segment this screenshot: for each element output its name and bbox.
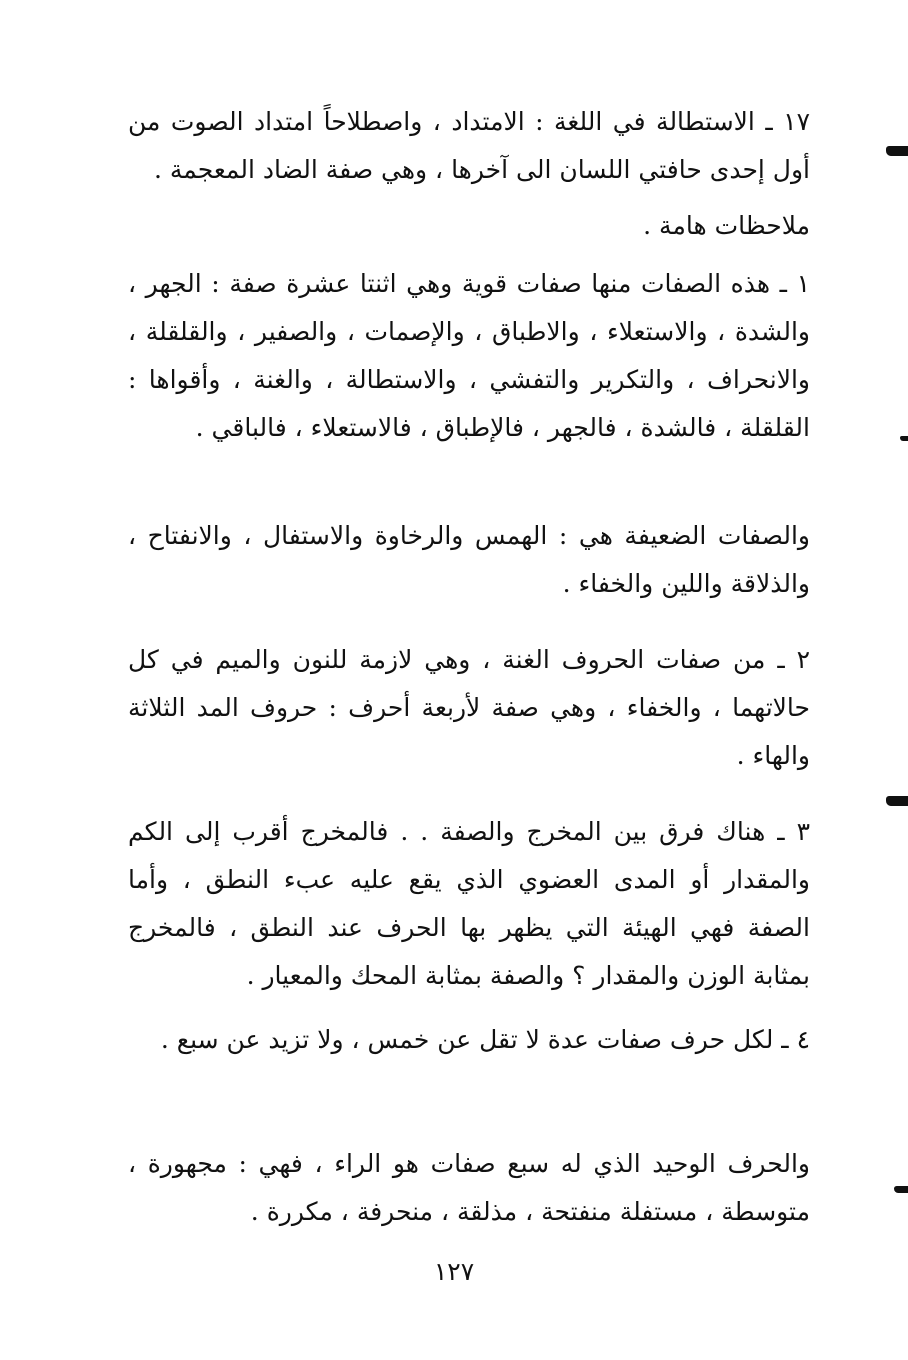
note-1-strong-attributes: ١ ـ هذه الصفات منها صفات قوية وهي اثنتا عشرة صفة : الجهر ، والشدة ، والاستعلاء ، والاطباق ، والإصمات ، والصفير ، والقلقلة ، والانحراف ، والتكرير والتفشي ، والاستطالة ، والغنة ، وأقواها : القلقلة ، فالشدة ، فالجهر ، فالإطباق ، فالاستعلاء ، فالباقي .	[128, 269, 810, 442]
notes-heading: ملاحظات هامة .	[643, 211, 810, 240]
note-2-ghunna: ٢ ـ من صفات الحروف الغنة ، وهي لازمة للنون والميم في كل حالاتهما ، والخفاء ، وهي صفة لأربعة أحرف : حروف المد الثلاثة والهاء .	[128, 645, 810, 770]
note-1-weak-attributes: والصفات الضعيفة هي : الهمس والرخاوة والاستفال ، والانفتاح ، والذلاقة واللين والخفاء .	[128, 521, 810, 598]
margin-binding-mark	[900, 436, 908, 441]
note-4-raa: والحرف الوحيد الذي له سبع صفات هو الراء ، فهي : مجهورة ، متوسطة ، مستفلة منفتحة ، مذلقة ، منحرفة ، مكررة .	[128, 1149, 810, 1226]
margin-binding-mark	[886, 146, 908, 156]
paragraph-17-istitala: ١٧ ـ الاستطالة في اللغة : الامتداد ، واصطلاحاً امتداد الصوت من أول إحدى حافتي اللسان الى آخرها ، وهي صفة الضاد المعجمة .	[128, 107, 810, 184]
margin-binding-mark	[894, 1186, 908, 1193]
note-4-count: ٤ ـ لكل حرف صفات عدة لا تقل عن خمس ، ولا تزيد عن سبع .	[160, 1025, 810, 1054]
note-3-makhraj-vs-sifa: ٣ ـ هناك فرق بين المخرج والصفة . . فالمخرج أقرب إلى الكم والمقدار أو المدى العضوي الذي يقع عليه عبء النطق ، وأما الصفة فهي الهيئة التي يظهر بها الحرف عند النطق ، فالمخرج بمثابة الوزن والمقدار ؟ والصفة بمثابة المحك والمعيار .	[128, 817, 810, 990]
margin-binding-mark	[886, 796, 908, 806]
page-number: ١٢٧	[433, 1257, 475, 1286]
